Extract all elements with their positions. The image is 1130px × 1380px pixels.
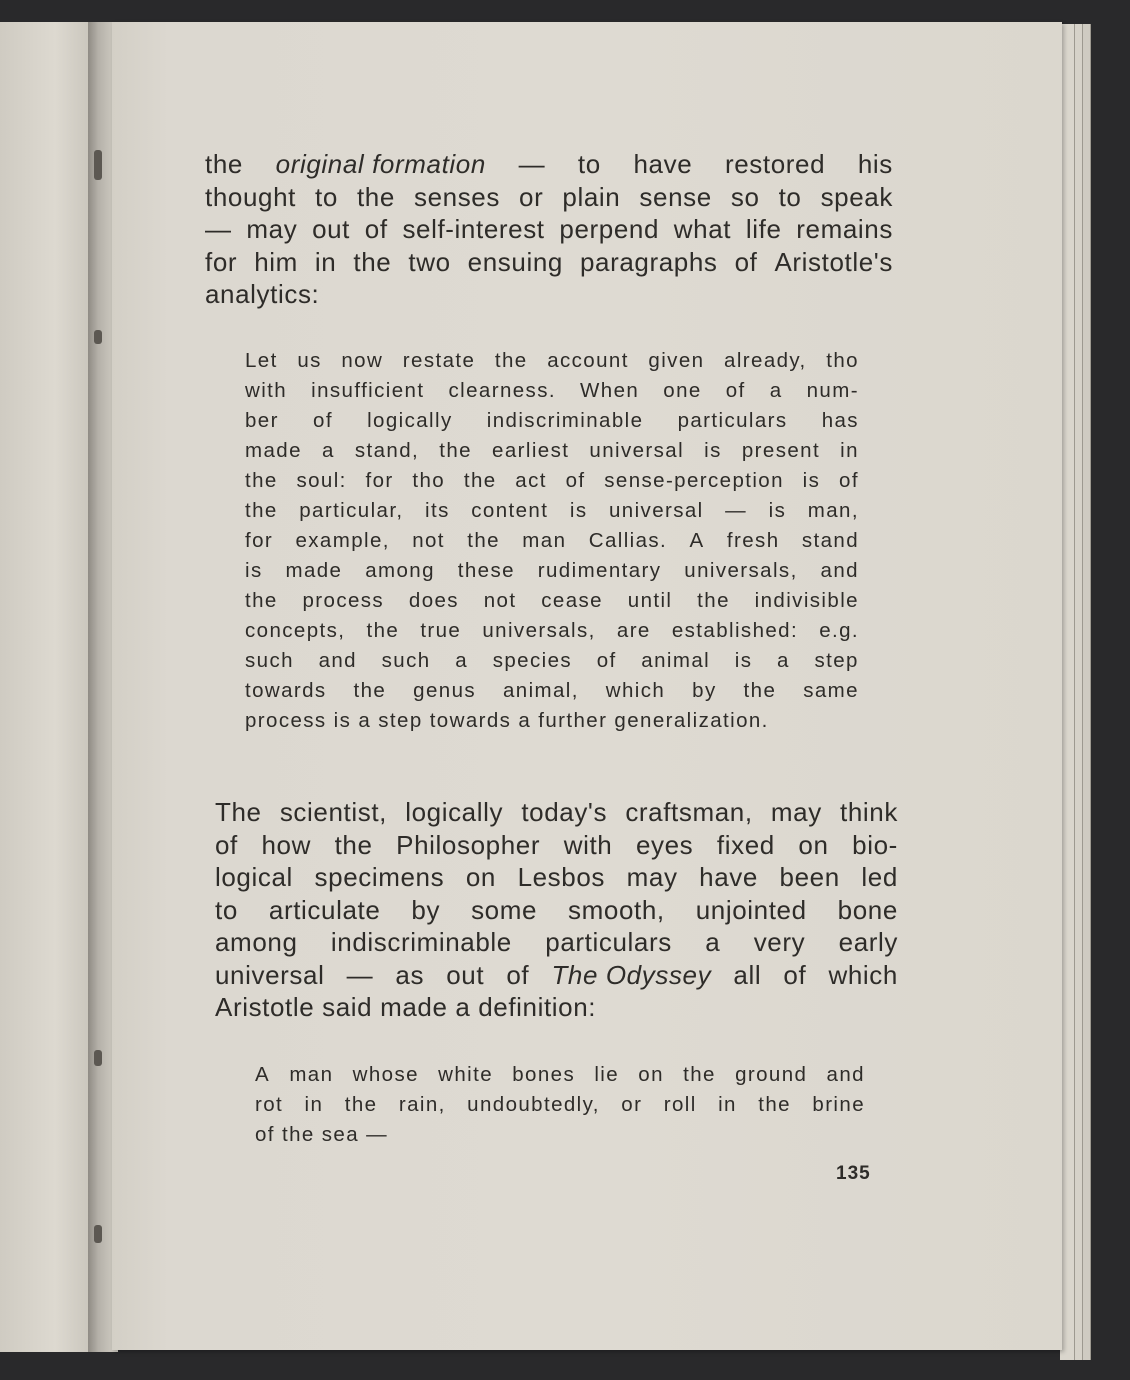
word: rain, — [398, 1093, 446, 1116]
word: species — [492, 649, 573, 672]
text-line — [245, 466, 859, 496]
word: a — [455, 649, 469, 672]
word: early — [838, 927, 898, 957]
word: such — [381, 649, 431, 672]
word: the — [743, 679, 777, 702]
word: Let — [245, 349, 278, 372]
word: until — [627, 589, 673, 612]
binding-thread — [94, 1050, 102, 1066]
word: rudimentary — [537, 559, 662, 582]
word: are — [616, 619, 651, 642]
word: made — [285, 559, 343, 582]
word: particular, — [299, 499, 404, 522]
word: man — [522, 529, 567, 552]
word: fixed — [716, 829, 775, 860]
binding-thread — [94, 150, 102, 180]
word: the — [245, 469, 278, 492]
word: Philosopher — [396, 829, 541, 860]
word: towards — [245, 679, 327, 702]
word: stand — [801, 529, 859, 552]
word: us — [297, 349, 322, 372]
word: is — [569, 499, 588, 522]
word: with — [245, 379, 288, 402]
word: craftsman, — [625, 797, 753, 827]
word: scientist, — [279, 797, 387, 827]
block-quote-2 — [255, 1060, 865, 1150]
word: some — [471, 894, 538, 925]
word: and — [820, 559, 859, 582]
word: the — [463, 469, 497, 492]
word: brine — [812, 1093, 865, 1116]
word: on — [465, 862, 496, 892]
word: a — [321, 439, 335, 462]
text-line — [245, 646, 859, 676]
word: clearness. — [448, 379, 556, 402]
text-line — [245, 376, 859, 406]
text-line — [245, 616, 859, 646]
text-line — [245, 556, 859, 586]
word: act — [515, 469, 547, 492]
word: of — [506, 959, 530, 990]
word: among — [215, 927, 298, 957]
word: bio- — [852, 829, 898, 860]
binding-thread — [94, 1225, 102, 1243]
word: bones — [512, 1063, 576, 1086]
word: — — [725, 499, 748, 522]
word: soul: — [296, 469, 347, 492]
word: indiscriminable — [330, 927, 512, 957]
word: which — [828, 959, 898, 990]
binding-thread — [94, 330, 102, 344]
word: roll — [663, 1093, 697, 1116]
word: lie — [594, 1063, 620, 1086]
word: the — [467, 529, 500, 552]
word: such — [245, 649, 294, 672]
word: with — [563, 829, 613, 860]
text-line — [215, 959, 898, 992]
word: may — [626, 862, 678, 892]
text-line — [215, 894, 898, 927]
word: and — [318, 649, 357, 672]
text-line — [215, 829, 898, 862]
page-stack-edge — [1060, 24, 1075, 1360]
word: of — [725, 379, 746, 402]
page-number: 135 — [836, 1163, 871, 1184]
text-line — [215, 926, 898, 959]
word: led — [861, 862, 898, 892]
word: is — [245, 559, 263, 582]
word: ground — [735, 1063, 808, 1086]
word: is — [704, 439, 722, 462]
paragraph-1 — [205, 148, 893, 311]
word: the — [245, 589, 278, 612]
word: concepts, — [245, 619, 346, 642]
word: universal — [609, 499, 704, 522]
text-line — [255, 1060, 865, 1090]
word: of — [783, 959, 807, 990]
text-line: for him in the two ensuing paragraphs of Aristotle's — [205, 246, 893, 277]
word: earliest — [492, 439, 570, 462]
word: has — [821, 409, 859, 432]
block-quote-1 — [245, 346, 859, 736]
word: particulars — [545, 927, 672, 957]
text-line: analytics: — [205, 279, 320, 309]
word: or — [621, 1093, 643, 1116]
word: man, — [807, 499, 859, 522]
word: very — [753, 927, 806, 957]
word: same — [803, 679, 859, 702]
word: sense-perception — [604, 469, 784, 492]
text-line: — may out of self-interest perpend what life remains — [205, 214, 893, 244]
word: eyes — [635, 829, 694, 860]
word: animal — [641, 649, 711, 672]
word: e.g. — [819, 619, 859, 642]
word: Callias. — [588, 529, 668, 552]
word: of — [596, 649, 617, 672]
word: cease — [541, 589, 603, 612]
word: as — [395, 959, 425, 990]
word: not — [412, 529, 445, 552]
book-page — [112, 22, 1062, 1350]
word: A — [689, 529, 705, 552]
word: how — [261, 829, 311, 860]
word: Lesbos — [517, 862, 606, 892]
word: content — [471, 499, 549, 522]
paragraph-2 — [215, 796, 898, 1024]
word: established: — [671, 619, 799, 642]
word: among — [365, 559, 435, 582]
word: is — [802, 469, 821, 492]
word: whose — [352, 1063, 419, 1086]
text-line — [255, 1090, 865, 1120]
word: undoubtedly, — [467, 1093, 600, 1116]
word: tho — [826, 349, 859, 372]
word: the — [334, 829, 373, 860]
word: in — [718, 1093, 737, 1116]
word: for — [245, 529, 274, 552]
word: universal — [589, 439, 685, 462]
word: logically — [367, 409, 453, 432]
word: a — [705, 927, 721, 957]
italic-title: The Odyssey — [551, 959, 712, 990]
word: of — [215, 829, 238, 860]
word: to — [215, 894, 238, 925]
word: is — [734, 649, 753, 672]
word: A — [255, 1063, 271, 1086]
word: genus — [413, 679, 477, 702]
text-line — [245, 526, 859, 556]
word: on — [798, 829, 829, 860]
word: and — [826, 1063, 865, 1086]
word: stand, — [354, 439, 420, 462]
word: particulars — [677, 409, 788, 432]
word: the — [683, 1063, 716, 1086]
text-line: process is a step towards a further generalization. — [245, 709, 769, 732]
word: by — [692, 679, 717, 702]
word: have — [699, 862, 758, 892]
word: num- — [806, 379, 859, 402]
word: tho — [412, 469, 446, 492]
word: for — [365, 469, 394, 492]
word: does — [408, 589, 459, 612]
italic-phrase: original formation — [275, 149, 486, 179]
text-line — [245, 676, 859, 706]
word: fresh — [726, 529, 780, 552]
word: may — [770, 797, 822, 827]
word: a — [777, 649, 790, 672]
word: the — [697, 589, 730, 612]
word: animal, — [502, 679, 579, 702]
text-line — [215, 861, 898, 894]
word: present — [741, 439, 821, 462]
word: universals, — [482, 619, 596, 642]
text-line: the original formation — to have restored his — [205, 149, 893, 179]
word: the — [353, 679, 387, 702]
word: been — [779, 862, 840, 892]
word: true — [420, 619, 462, 642]
word: The — [215, 797, 262, 827]
text-line — [245, 346, 859, 376]
word: specimens — [314, 862, 445, 892]
facing-page-edge — [0, 22, 92, 1352]
word: in — [304, 1093, 324, 1116]
text-line — [245, 496, 859, 526]
word: the — [245, 499, 278, 522]
word: not — [483, 589, 517, 612]
word: example, — [295, 529, 390, 552]
text-line: of the sea — — [255, 1123, 389, 1146]
word: smooth, — [568, 894, 665, 925]
word: in — [840, 439, 859, 462]
word: man — [289, 1063, 334, 1086]
word: already, — [724, 349, 807, 372]
word: the — [758, 1093, 791, 1116]
text-line — [215, 796, 898, 829]
word: white — [438, 1063, 493, 1086]
word: universal — [215, 959, 325, 990]
word: given — [648, 349, 705, 372]
word: a — [769, 379, 783, 402]
word: articulate — [268, 894, 381, 925]
word: by — [411, 894, 441, 925]
word: its — [425, 499, 450, 522]
word: bone — [837, 894, 898, 925]
text-line: Aristotle said made a definition: — [215, 992, 597, 1022]
word: logical — [215, 862, 293, 892]
word: now — [341, 349, 384, 372]
word: all — [733, 959, 762, 990]
word: the — [439, 439, 472, 462]
word: think — [840, 797, 898, 827]
word: the — [494, 349, 528, 372]
word: on — [638, 1063, 664, 1086]
text-line: thought to the senses or plain sense so to speak — [205, 181, 893, 212]
word: restate — [402, 349, 476, 372]
word: unjointed — [695, 894, 807, 925]
word: is — [768, 499, 787, 522]
word: made — [245, 439, 302, 462]
text-line — [245, 586, 859, 616]
word: of — [565, 469, 586, 492]
word: of — [839, 469, 859, 492]
word: account — [547, 349, 629, 372]
word: the — [366, 619, 400, 642]
word: universals, — [684, 559, 798, 582]
text-line — [245, 436, 859, 466]
word: step — [814, 649, 859, 672]
word: indiscriminable — [486, 409, 644, 432]
word: logically — [405, 797, 504, 827]
word: one — [663, 379, 702, 402]
word: indivisible — [754, 589, 859, 612]
word: When — [580, 379, 640, 402]
word: rot — [255, 1093, 284, 1116]
word: these — [457, 559, 515, 582]
word: out — [446, 959, 485, 990]
text-line — [245, 406, 859, 436]
word: today's — [521, 797, 608, 827]
word: of — [313, 409, 333, 432]
word: insufficient — [311, 379, 425, 402]
word: process — [302, 589, 385, 612]
word: — — [346, 959, 374, 990]
word: ber — [245, 409, 279, 432]
word: which — [605, 679, 666, 702]
word: the — [344, 1093, 378, 1116]
